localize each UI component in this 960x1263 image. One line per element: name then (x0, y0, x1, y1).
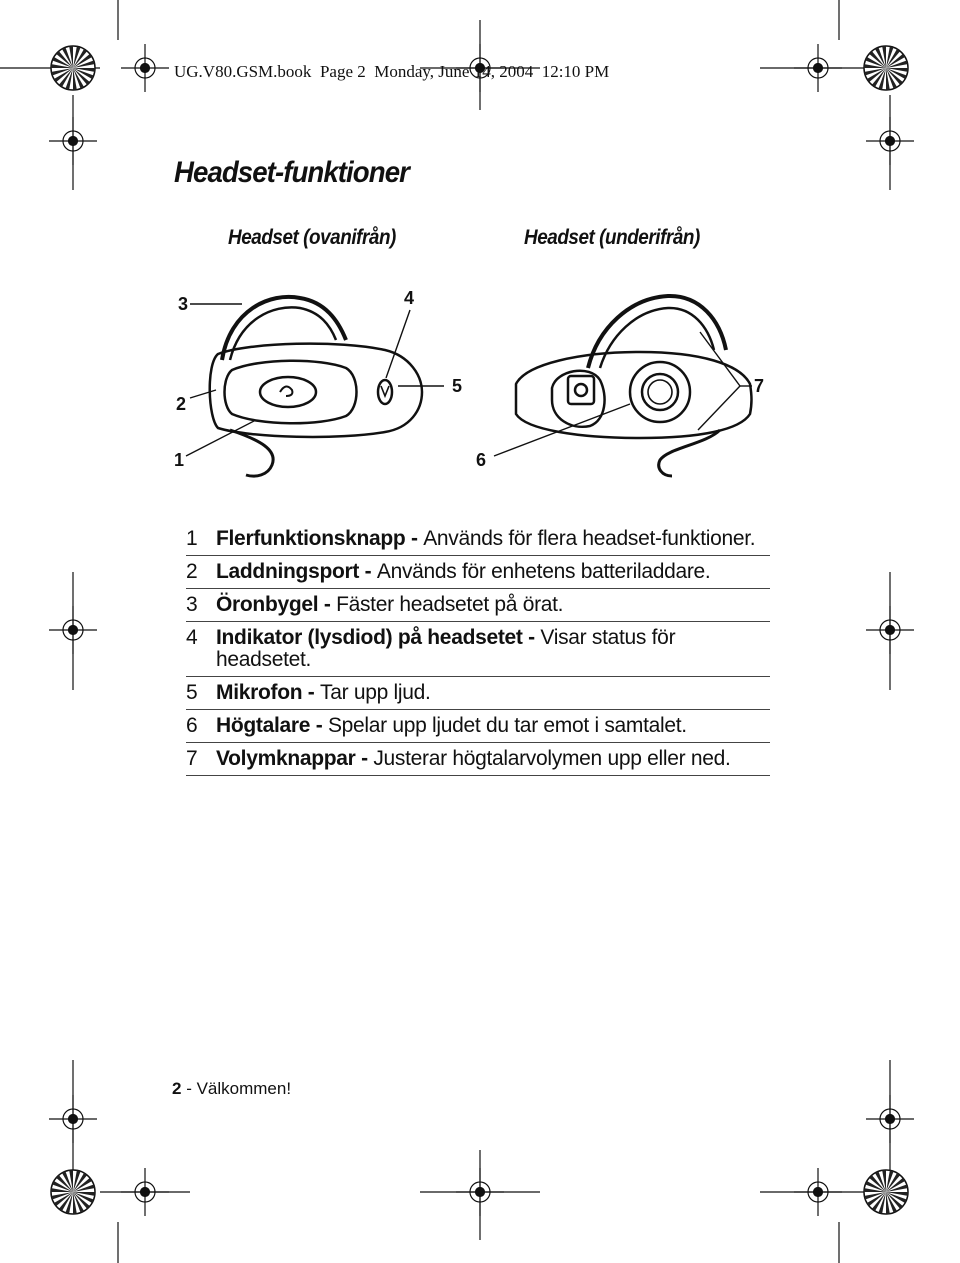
charging-port (568, 376, 594, 404)
book-file: UG.V80.GSM.book (174, 62, 312, 81)
legend-number: 7 (186, 747, 198, 770)
star-target (51, 1170, 95, 1214)
subtitle-bottom-view: Headset (underifrån) (524, 226, 700, 249)
callout-3: 3 (178, 294, 189, 314)
ear-hook-lower-left (230, 430, 273, 476)
legend-number: 2 (186, 560, 198, 583)
legend-item: 4 Indikator (lysdiod) på headsetet - Visar status för headsetet. (186, 622, 770, 677)
legend-term: Flerfunktionsknapp (216, 527, 406, 550)
running-head (174, 62, 609, 82)
page-footer: 2 - Välkommen! (172, 1079, 292, 1098)
headset-diagram (160, 280, 800, 480)
legend-desc: Fäster headsetet på örat. (336, 593, 564, 616)
legend-number: 4 (186, 626, 198, 649)
multifunction-button (260, 377, 316, 407)
legend-term: Mikrofon (216, 681, 303, 704)
page-title: Headset-funktioner (174, 156, 409, 189)
callout-2: 2 (176, 394, 187, 414)
legend-desc: Spelar upp ljudet du tar emot i samtalet. (327, 714, 687, 737)
legend-number: 5 (186, 681, 198, 704)
callout-1: 1 (174, 450, 185, 470)
legend-desc: Tar upp ljud. (320, 681, 431, 704)
feature-legend (186, 523, 770, 776)
star-target (864, 46, 908, 90)
legend-number: 3 (186, 593, 198, 616)
callout-5: 5 (452, 376, 463, 396)
legend-term: Volymknappar (216, 747, 356, 770)
legend-term: Indikator (lysdiod) på headsetet (216, 626, 523, 649)
legend-item: 3 Öronbygel - Fäster headsetet på örat. (186, 589, 770, 622)
star-target (51, 46, 95, 90)
legend-item: 5 Mikrofon - Tar upp ljud. (186, 677, 770, 710)
legend-term: Laddningsport (216, 560, 360, 583)
book-time: 12:10 PM (541, 62, 610, 81)
footer-page-number: 2 (172, 1079, 182, 1098)
ear-hook-left (222, 297, 346, 360)
legend-number: 6 (186, 714, 198, 737)
legend-desc: Visar status för headsetet. (216, 626, 676, 671)
book-date: Monday, June 14, 2004 (374, 62, 534, 81)
callout-7: 7 (754, 376, 765, 396)
legend-item: 7 Volymknappar - Justerar högtalarvolymen upp eller ned. (186, 743, 770, 776)
book-page: Page 2 (319, 62, 366, 81)
legend-item: 2 Laddningsport - Används för enhetens batteriladdare. (186, 556, 770, 589)
subtitle-top-view: Headset (ovanifrån) (228, 226, 396, 249)
legend-item: 1 Flerfunktionsknapp - Används för flera headset-funktioner. (186, 523, 770, 556)
star-target (864, 1170, 908, 1214)
legend-desc: Används för flera headset-funktioner. (423, 527, 756, 550)
legend-desc: Justerar högtalarvolymen upp eller ned. (373, 747, 731, 770)
legend-desc: Används för enhetens batteriladdare. (376, 560, 711, 583)
legend-term: Högtalare (216, 714, 311, 737)
indicator-led (378, 380, 392, 404)
footer-section: Välkommen! (196, 1079, 292, 1098)
speaker (630, 362, 690, 422)
callout-6: 6 (476, 450, 487, 470)
callout-4: 4 (404, 288, 415, 308)
legend-item: 6 Högtalare - Spelar upp ljudet du tar emot i samtalet. (186, 710, 770, 743)
legend-term: Öronbygel (216, 593, 319, 616)
legend-number: 1 (186, 527, 198, 550)
